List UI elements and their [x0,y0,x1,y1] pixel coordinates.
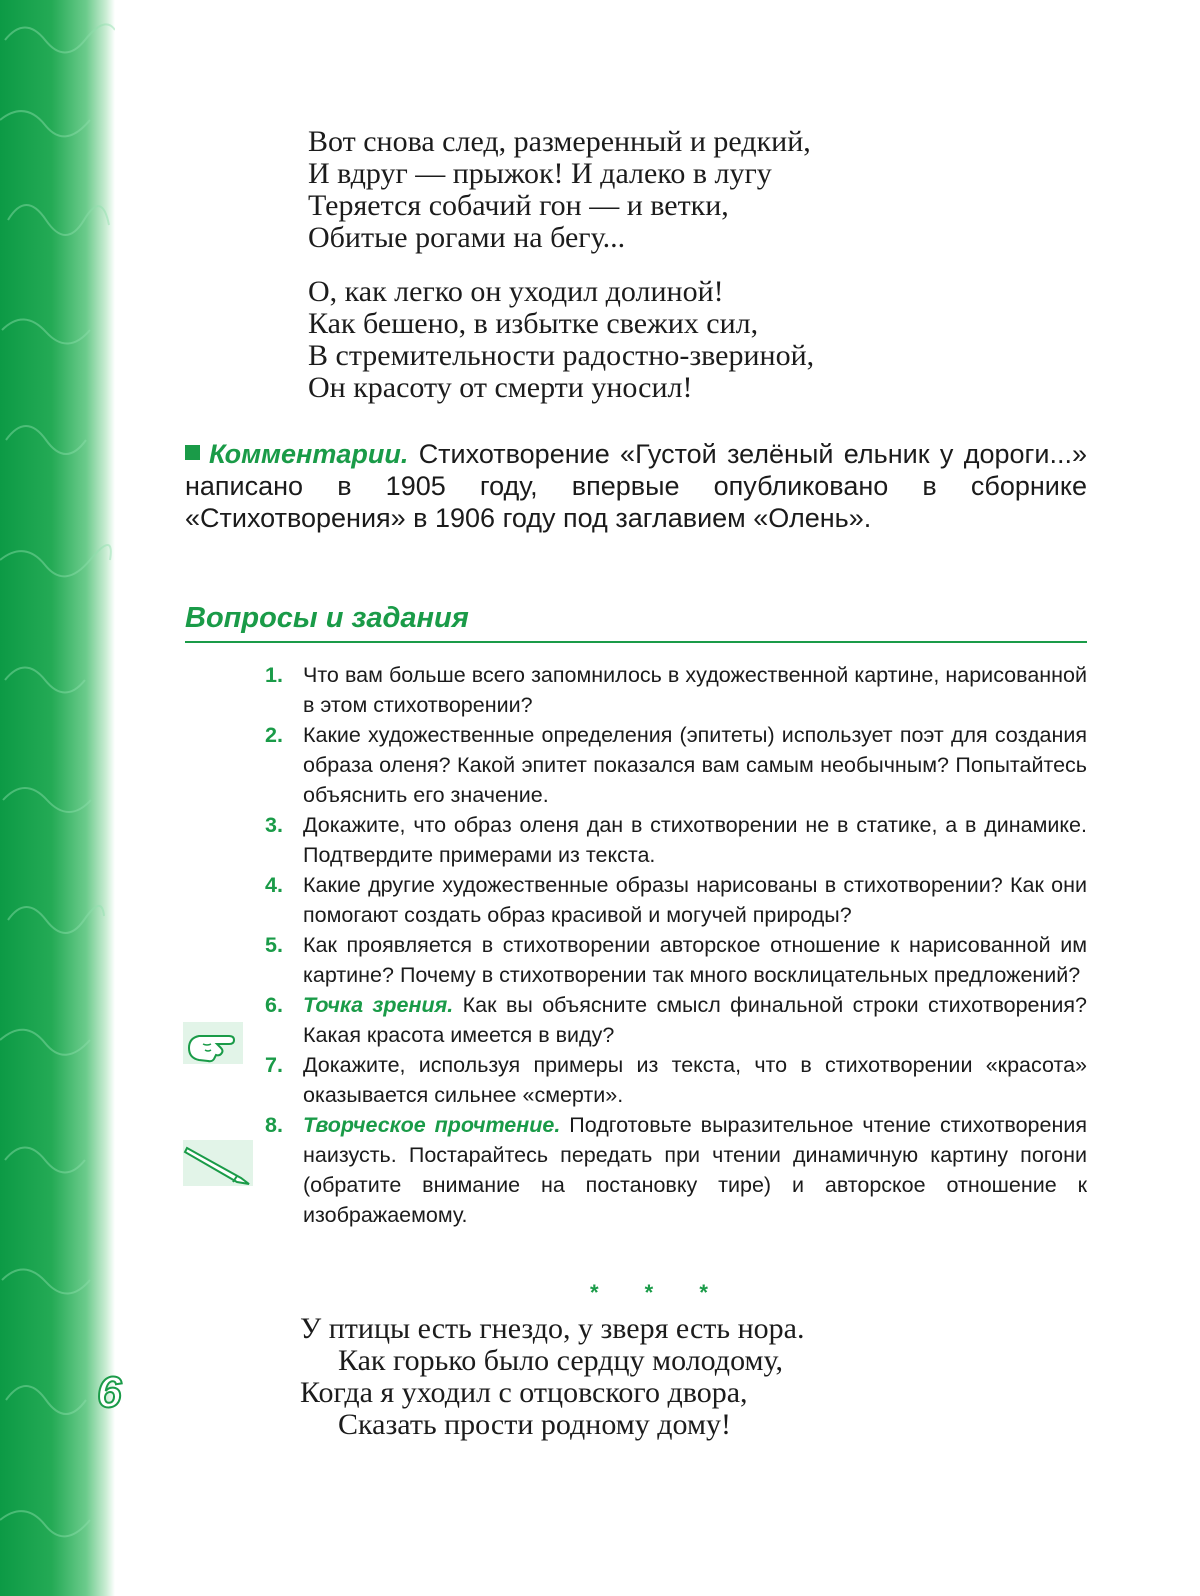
question-number: 2. [265,723,283,747]
poem-line: Он красоту от смерти уносил! [308,371,693,404]
comment-text: Стихотворение «Густой зелёный ельник у дороги...» написано в 1905 году, впервые опубликовано в сборнике «Стихотворения» в 1906 году под заглавием «Олень». [185,439,1087,533]
question-text [303,1050,1087,1110]
poem-stanza [308,276,814,404]
question-number: 4. [265,873,283,897]
poem-line: Сказать прости родному дому! [338,1408,731,1441]
question-text [303,720,1087,810]
decorative-side-band [0,0,115,1596]
question-item [265,660,1087,720]
question-body: Как проявляется в стихотворении авторское отношение к нарисованной им картине? Почему в стихотворении так много восклицательных предложений? [303,933,1087,987]
question-item [265,930,1087,990]
question-number: 7. [265,1053,283,1077]
question-text [303,870,1087,930]
question-body: Как вы объясните смысл финальной строки стихотворения? Какая красота имеется в виду? [303,993,1087,1047]
poem-line: О, как легко он уходил долиной! [308,275,724,308]
question-body: Подготовьте выразительное чтение стихотворения наизусть. Постарайтесь передать при чтении динамичную картину погони (обратите внимание на постановку тире) и авторское отношение к изображаемому. [303,1113,1087,1227]
question-item [265,1110,1087,1230]
comment-label: Комментарии. [209,439,409,469]
question-text [303,930,1087,990]
question-text [303,990,1087,1050]
question-number: 6. [265,993,283,1017]
questions-list [265,660,1087,1230]
comment-paragraph [185,438,1087,534]
section-title: Вопросы и задания [185,602,469,634]
question-item [265,720,1087,810]
poem-top [308,126,814,426]
pencil-icon [183,1140,253,1186]
question-item [265,990,1087,1050]
poem-line: Теряется собачий гон — и ветки, [308,189,729,222]
handwriting-decoration [0,0,115,1596]
poem-line: Вот снова след, размеренный и редкий, [308,125,811,158]
pointing-hand-icon [183,1022,243,1064]
question-text [303,810,1087,870]
poem-line: В стремительности радостно-звериной, [308,339,815,372]
question-body: Какие художественные определения (эпитеты) использует поэт для создания образа оленя? Какой эпитет показался вам самым необычным? Попытайтесь объяснить его значение. [303,723,1087,807]
question-body: Какие другие художественные образы нарисованы в стихотворении? Как они помогают создать образ красивой и могучей природы? [303,873,1087,927]
square-bullet-icon [185,445,200,460]
question-body: Докажите, что образ оленя дан в стихотворении не в статике, а в динамике. Подтвердите примерами из текста. [303,813,1087,867]
page-number: 6 [97,1368,122,1417]
question-item [265,810,1087,870]
question-body: Что вам больше всего запомнилось в художественной картине, нарисованной в этом стихотворении? [303,663,1087,717]
poem-stanza [308,126,814,254]
question-number: 8. [265,1113,283,1137]
question-body: Докажите, используя примеры из текста, что в стихотворении «красота» оказывается сильнее «смерти». [303,1053,1087,1107]
question-text [303,1110,1087,1230]
poem-line: Обитые рогами на бегу... [308,221,626,254]
poem-line: Когда я уходил с отцовского двора, [300,1376,748,1409]
section-divider [185,641,1087,643]
poem-line: У птицы есть гнездо, у зверя есть нора. [300,1312,805,1345]
question-number: 3. [265,813,283,837]
question-number: 1. [265,663,283,687]
poem-line: Как бешено, в избытке свежих сил, [308,307,759,340]
question-item [265,870,1087,930]
question-lead: Точка зрения. [303,993,454,1017]
question-number: 5. [265,933,283,957]
section-separator: * * * [590,1280,728,1305]
question-lead: Творческое прочтение. [303,1113,561,1137]
question-item [265,1050,1087,1110]
poem-line: Как горько было сердцу молодому, [338,1344,783,1377]
question-text [303,660,1087,720]
poem-bottom [300,1313,804,1441]
poem-line: И вдруг — прыжок! И далеко в лугу [308,157,772,190]
